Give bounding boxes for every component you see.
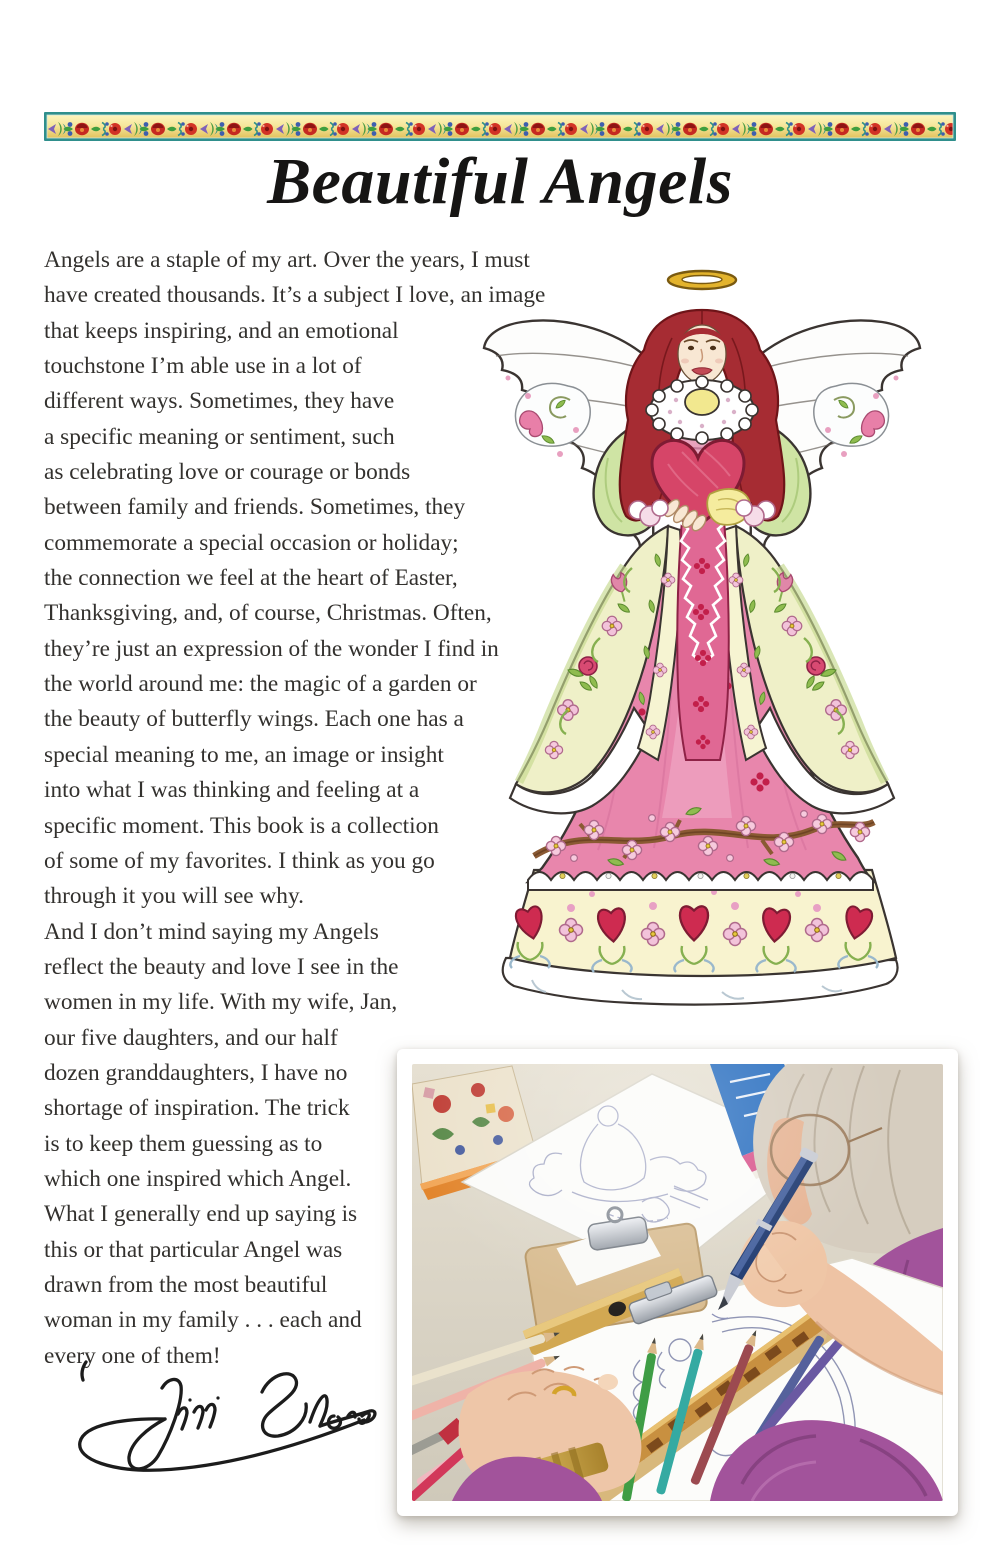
artist-photo bbox=[397, 1049, 958, 1516]
text-line: they’re just an expression of the wonder I find in bbox=[44, 635, 499, 662]
jim-shore-signature bbox=[66, 1358, 381, 1483]
text-line: specific moment. This book is a collection bbox=[44, 812, 439, 839]
text-line: which one inspired which Angel. bbox=[44, 1165, 352, 1192]
text-line: shortage of inspiration. The trick bbox=[44, 1095, 350, 1122]
text-line: is to keep them guessing as to bbox=[44, 1130, 323, 1157]
text-line: drawn from the most beautiful bbox=[44, 1271, 328, 1298]
text-line: touchstone I’m able use in a lot of bbox=[44, 353, 362, 380]
text-line: commemorate a special occasion or holiday; bbox=[44, 529, 459, 556]
text-line: every one of them! bbox=[44, 1342, 221, 1369]
text-line: Thanksgiving, and, of course, Christmas. Often, bbox=[44, 600, 492, 627]
text-line: of some of my favorites. I think as you go bbox=[44, 847, 435, 874]
artist-photo-image bbox=[412, 1064, 943, 1501]
text-line: Angels are a staple of my art. Over the years, I must bbox=[44, 247, 530, 273]
page-title: Beautiful Angels bbox=[267, 145, 733, 218]
text-line: the beauty of butterfly wings. Each one has a bbox=[44, 706, 464, 733]
text-line: this or that particular Angel was bbox=[44, 1236, 343, 1263]
text-line: dozen granddaughters, I have no bbox=[44, 1059, 348, 1086]
text-line: between family and friends. Sometimes, they bbox=[44, 494, 466, 521]
text-line: a specific meaning or sentiment, such bbox=[44, 423, 395, 450]
text-line: that keeps inspiring, and an emotional bbox=[44, 317, 399, 344]
text-line: into what I was thinking and feeling at a bbox=[44, 777, 420, 804]
text-line: woman in my family . . . each and bbox=[44, 1307, 362, 1334]
text-line: as celebrating love or courage or bonds bbox=[44, 459, 411, 486]
text-line: women in my life. With my wife, Jan, bbox=[44, 989, 398, 1016]
decorative-floral-border bbox=[44, 112, 956, 141]
text-line: through it you will see why. bbox=[44, 883, 304, 910]
text-line: the connection we feel at the heart of Easter, bbox=[44, 565, 458, 592]
text-line: the world around me: the magic of a garden or bbox=[44, 671, 477, 698]
text-line: our five daughters, and our half bbox=[44, 1024, 338, 1051]
angel-illustration bbox=[472, 258, 952, 1013]
text-line: What I generally end up saying is bbox=[44, 1201, 358, 1228]
text-line: special meaning to me, an image or insight bbox=[44, 741, 444, 768]
text-line: have created thousands. It’s a subject I love, an image bbox=[44, 282, 546, 309]
text-line: reflect the beauty and love I see in the bbox=[44, 953, 399, 980]
text-line: different ways. Sometimes, they have bbox=[44, 388, 395, 415]
text-line: And I don’t mind saying my Angels bbox=[44, 918, 379, 945]
